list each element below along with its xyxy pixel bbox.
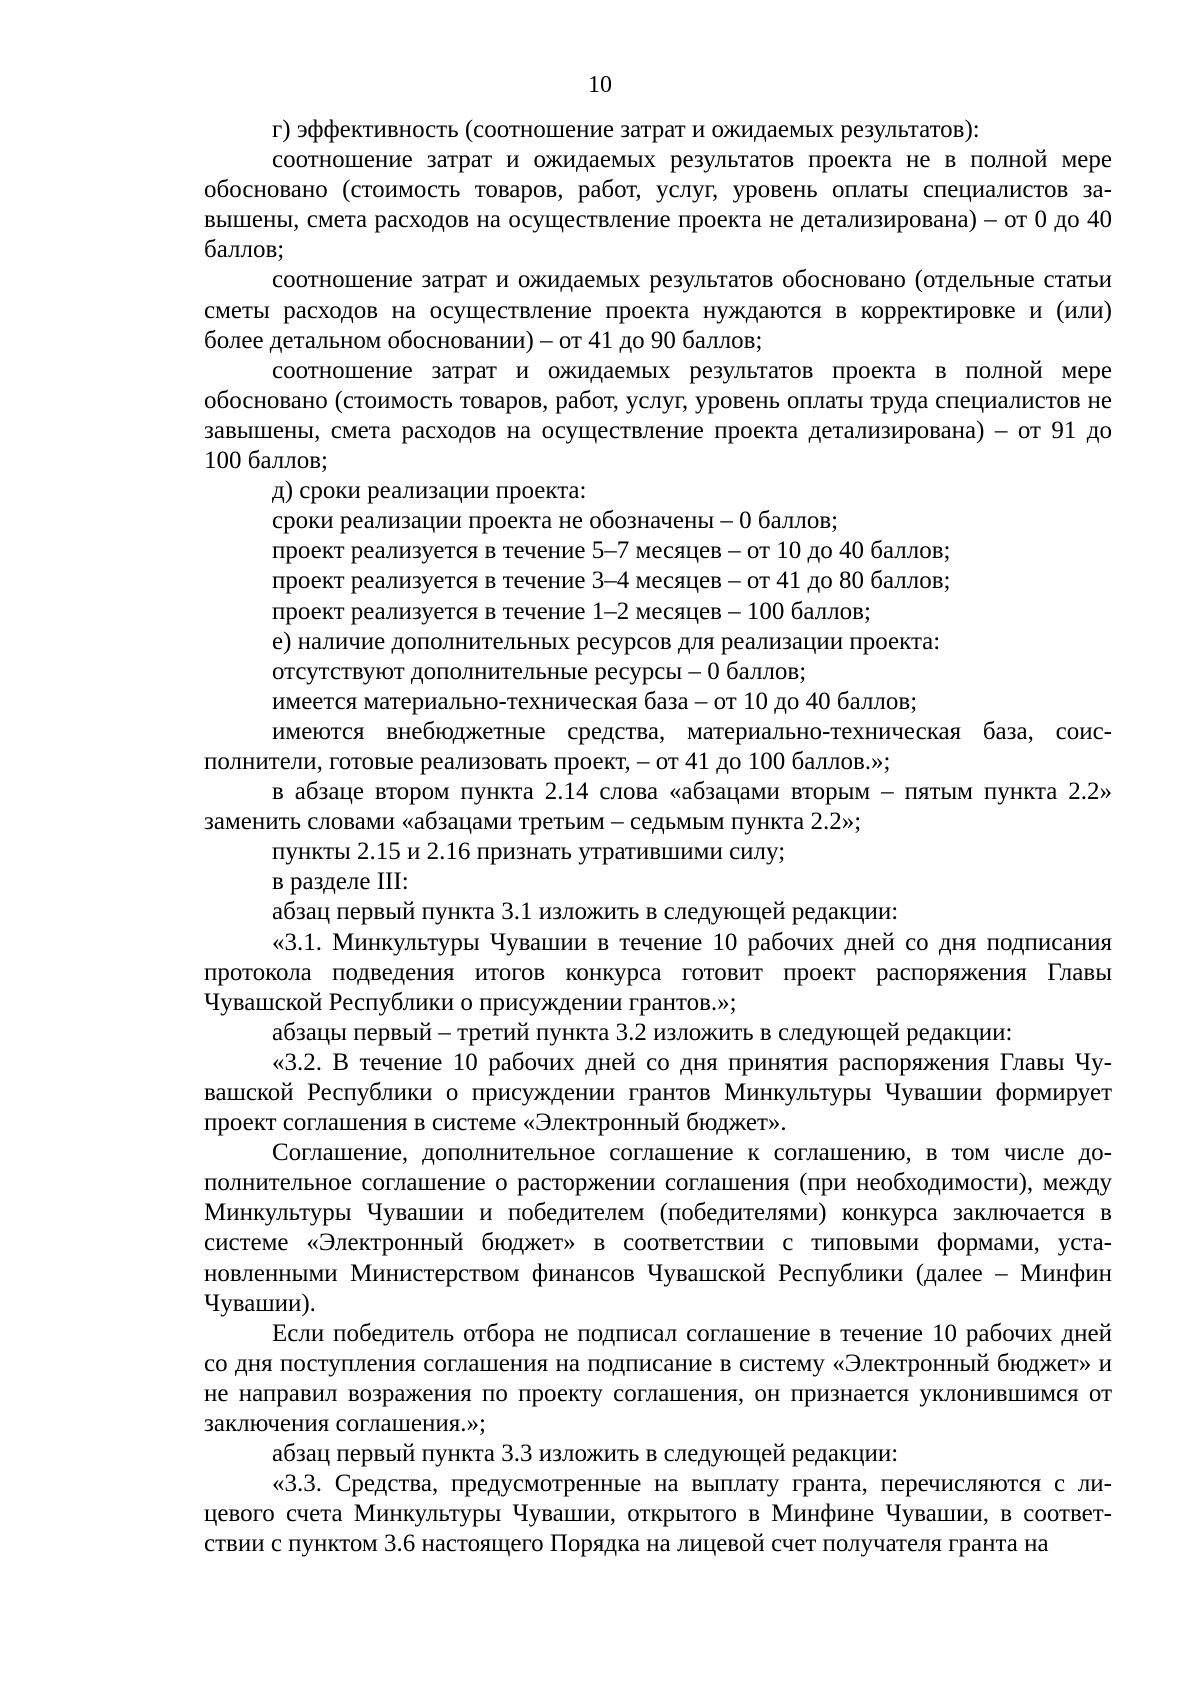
paragraph: Соглашение, дополнительное соглашение к соглашению, в том числе дополнительное соглашение о расторжении соглашения (при необходимости), между Минкультуры Чувашии и победителем (победителями) конкурса заключается в системе «Электронный бюджет» в соответствии с типовыми формами, установленными Министерством финансов Чувашской Республики (далее – Минфин Чувашии). [204,1139,1112,1317]
paragraph: в абзаце втором пункта 2.14 слова «абзацами вторым – пятым пункта 2.2» заменить словами «абзацами третьим – седьмым пункта 2.2»; [204,778,1112,836]
paragraph: проект реализуется в течение 5–7 месяцев – от 10 до 40 баллов; [272,537,951,565]
paragraph: имеются внебюджетные средства, материально-техническая база, соисполнители, готовые реализовать проект, – от 41 до 100 баллов.»; [204,717,1112,775]
paragraph: «3.1. Минкультуры Чувашии в течение 10 рабочих дней со дня подписания протокола подведения итогов конкурса готовит проект распоряжения Главы Чувашской Республики о присуждении грантов.»; [204,928,1112,1016]
paragraph: в разделе III: [272,868,409,896]
paragraph: соотношение затрат и ожидаемых результатов обосновано (отдельные статьи сметы расходов на осуществление проекта нуждаются в корректировке и (или) более детальном обосновании) – от 41 до 90 баллов; [204,266,1112,354]
paragraph: «3.2. В течение 10 рабочих дней со дня принятия распоряжения Главы Чувашской Республики о присуждении грантов Минкультуры Чувашии формирует проект соглашения в системе «Электронный бюджет». [204,1048,1112,1137]
paragraph: абзац первый пункта 3.3 изложить в следующей редакции: [272,1440,899,1468]
document-body [204,115,1112,1560]
paragraph: абзац первый пункта 3.1 изложить в следующей редакции: [272,898,899,926]
paragraph: соотношение затрат и ожидаемых результатов проекта не в полной мере обосновано (стоимость товаров, работ, услуг, уровень оплаты специалистов завышены, смета расходов на осуществление проекта не детализирована) – от 0 до 40 баллов; [204,146,1112,264]
paragraph: е) наличие дополнительных ресурсов для реализации проекта: [272,627,941,655]
paragraph: соотношение затрат и ожидаемых результатов проекта в полной мере обосновано (стоимость товаров, работ, услуг, уровень оплаты труда специалистов не завышены, смета расходов на осуществление проекта детализирована) – от 91 до 100 баллов; [204,356,1112,475]
paragraph: пункты 2.15 и 2.16 признать утратившими силу; [272,838,786,866]
paragraph: Если победитель отбора не подписал соглашение в течение 10 рабочих дней со дня поступления соглашения на подписание в систему «Электронный бюджет» и не направил возражения по проекту соглашения, он признается уклонившимся от заключения соглашения.»; [204,1319,1112,1438]
paragraph: имеется материально-техническая база – от 10 до 40 баллов; [272,687,918,715]
paragraph: «3.3. Средства, предусмотренные на выплату гранта, перечисляются с лицевого счета Минкультуры Чувашии, открытого в Минфине Чувашии, в соответствии с пунктом 3.6 настоящего Порядка на лицевой счет получателя гранта на [204,1470,1112,1558]
paragraph: абзацы первый – третий пункта 3.2 изложить в следующей редакции: [272,1018,1013,1046]
paragraph: проект реализуется в течение 1–2 месяцев – 100 баллов; [272,597,871,625]
paragraph: д) сроки реализации проекта: [272,477,587,505]
paragraph: сроки реализации проекта не обозначены – 0 баллов; [272,507,839,535]
paragraph: отсутствуют дополнительные ресурсы – 0 баллов; [272,657,807,685]
paragraph: г) эффективность (соотношение затрат и ожидаемых результатов): [272,116,980,143]
paragraph: проект реализуется в течение 3–4 месяцев – от 41 до 80 баллов; [272,567,951,595]
page-number: 10 [588,72,612,98]
